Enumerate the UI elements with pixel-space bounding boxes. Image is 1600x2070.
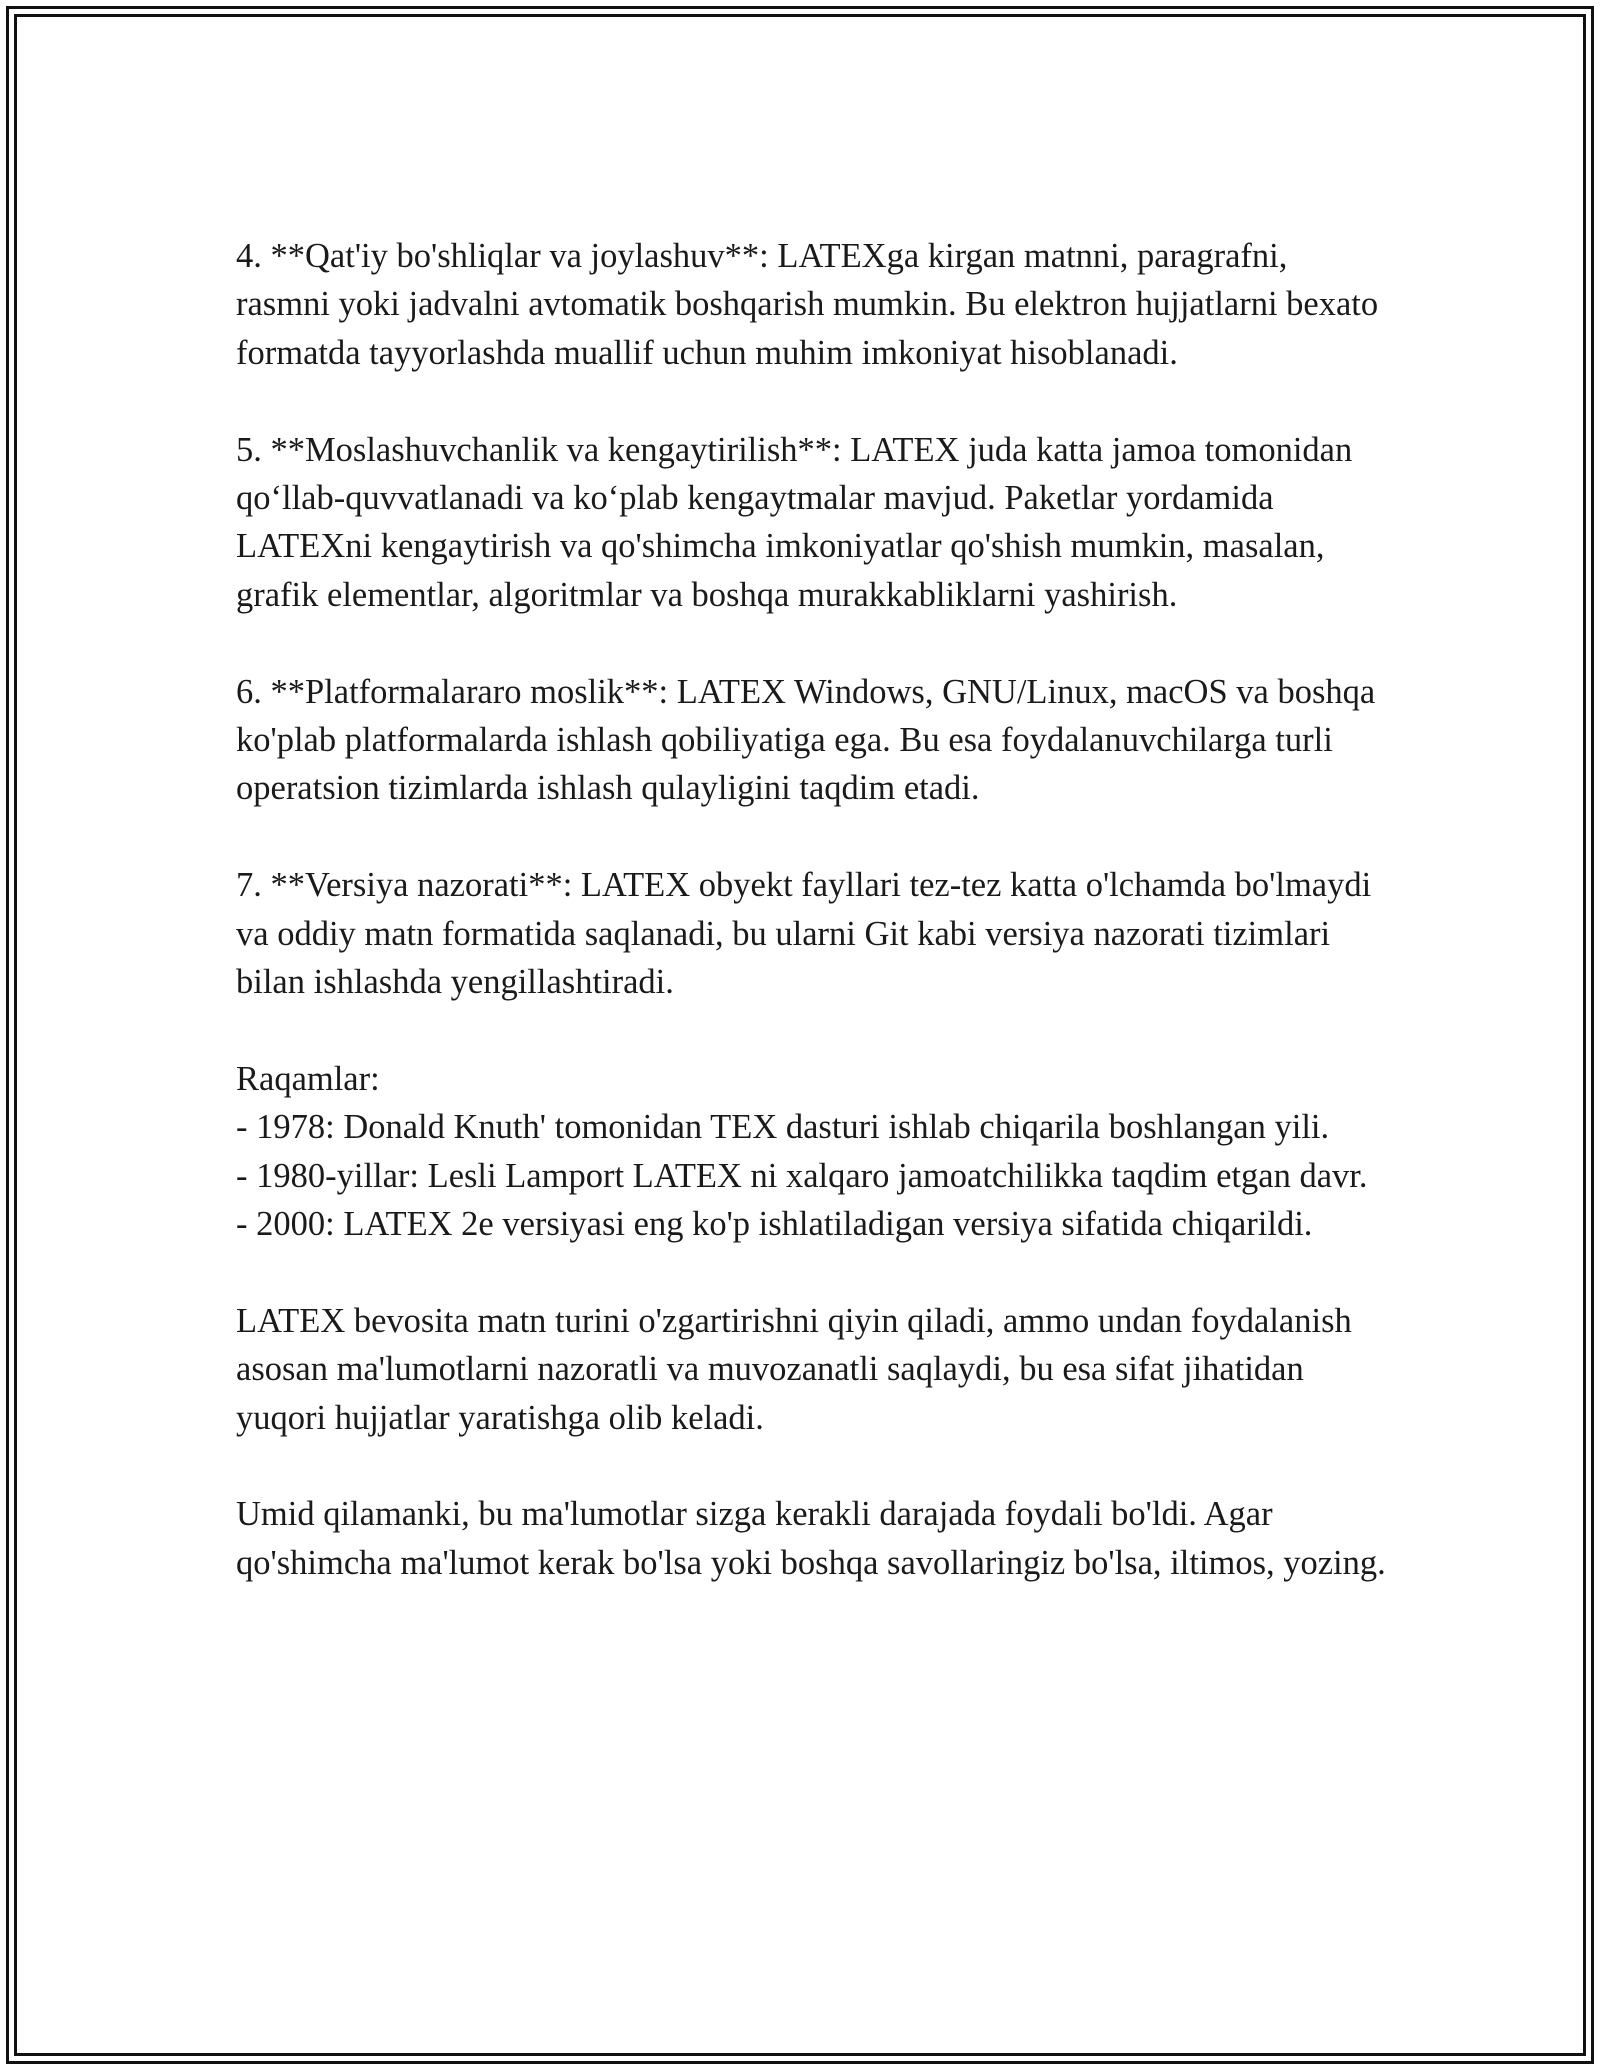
paragraph-cross-platform: 6. **Platformalararo moslik**: LATEX Windows, GNU/Linux, macOS va boshqa ko'plab platformalarda ishlash qobiliyatiga ega. Bu esa foydalanuvchilarga turli operatsion tizimlarda ishlash qulayligini taqdim etadi. bbox=[236, 672, 1376, 808]
paragraph-flexibility-extensibility: 5. **Moslashuvchanlik va kengaytirilish**: LATEX juda katta jamoa tomonidan qo‘llab-quvvatlanadi va ko‘plab kengaytmalar mavjud. Paketlar yordamida LATEXni kengaytirish va qo'shimcha imkoniyatlar qo'shish mumkin, masalan, grafik elementlar, algoritmlar va boshqa murakkabliklarni yashirish. bbox=[236, 430, 1353, 614]
list-item: - 2000: LATEX 2e versiyasi eng ko'p ishlatiladigan versiya sifatida chiqarildi. bbox=[236, 1205, 1313, 1244]
numbers-section bbox=[236, 1055, 1386, 1249]
numbers-heading: Raqamlar: bbox=[236, 1059, 380, 1098]
paragraph-closing: Umid qilamanki, bu ma'lumotlar sizga kerakli darajada foydali bo'ldi. Agar qo'shimcha ma'lumot kerak bo'lsa yoki boshqa savollaringiz bo'lsa, iltimos, yozing. bbox=[236, 1495, 1386, 1582]
paragraph-version-control: 7. **Versiya nazorati**: LATEX obyekt fayllari tez-tez katta o'lchamda bo'lmaydi va oddiy matn formatida saqlanadi, bu ularni Git kabi versiya nazorati tizimlari bilan ishlashda yengillashtiradi. bbox=[236, 866, 1372, 1002]
paragraph-spacing-layout: 4. **Qat'iy bo'shliqlar va joylashuv**: LATEXga kirgan matnni, paragrafni, rasmni yoki jadvalni avtomatik boshqarish mumkin. Bu elektron hujjatlarni bexato formatda tayyorlashda muallif uchun muhim imkoniyat hisoblanadi. bbox=[236, 237, 1379, 372]
paragraph-conclusion: LATEX bevosita matn turini o'zgartirishni qiyin qiladi, ammo undan foydalanish asosan ma'lumotlarni nazoratli va muvozanatli saqlaydi, bu esa sifat jihatidan yuqori hujjatlar yaratishga olib keladi. bbox=[236, 1301, 1352, 1437]
document-body bbox=[236, 232, 1386, 1587]
list-item: - 1980-yillar: Lesli Lamport LATEX ni xalqaro jamoatchilikka taqdim etgan davr. bbox=[236, 1156, 1368, 1195]
list-item: - 1978: Donald Knuth' tomonidan TEX dasturi ishlab chiqarila boshlangan yili. bbox=[236, 1108, 1330, 1147]
